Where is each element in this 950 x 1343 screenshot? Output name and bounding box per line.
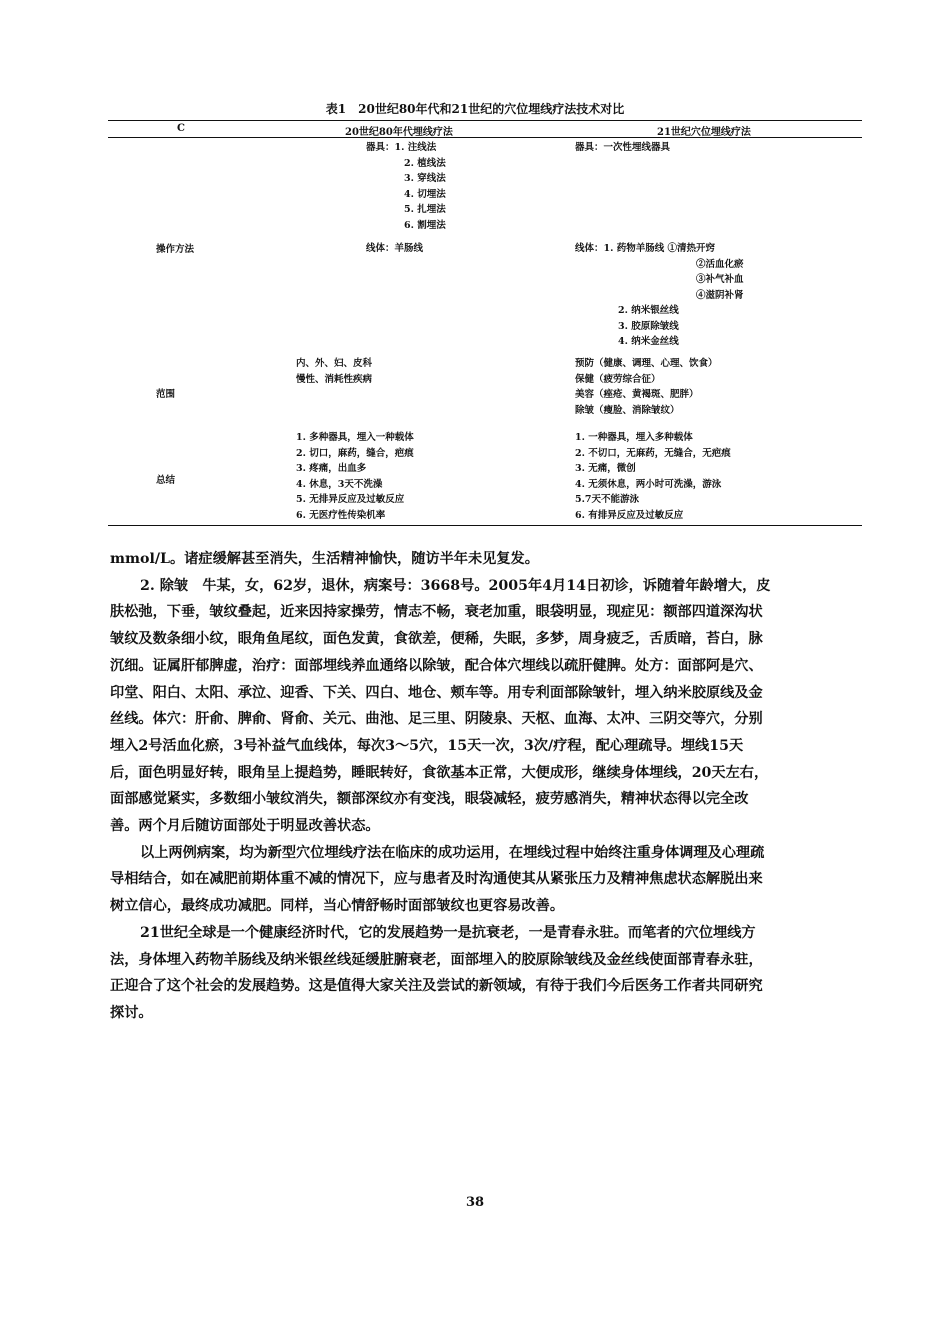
table-title: 表1 20世纪80年代和21世纪的穴位埋线疗法技术对比 xyxy=(325,102,625,116)
text-line: 2. 除皱 牛某，女，62岁，退休，病案号：3668号。2005年4月14日初诊，诉随着年龄增大，皮 xyxy=(140,577,771,594)
cell-line: 慢性、消耗性疾病 xyxy=(296,373,373,385)
text-line: 皱纹及数条细小纹，眼角鱼尾纹，面色发黄，食欲差，便稀，失眠，多梦，周身疲乏，舌质暗，苔白，脉 xyxy=(110,631,763,648)
text-line: 21世纪全球是一个健康经济时代，它的发展趋势一是抗衰老，一是青春永驻。而笔者的穴位埋线方 xyxy=(140,924,756,941)
text-line: 树立信心，最终成功减肥。同样，当心情舒畅时面部皱纹也更容易改善。 xyxy=(110,898,565,915)
body-text xyxy=(110,546,866,1027)
table-bottom-rule xyxy=(108,525,862,526)
text-line: 善。两个月后随访面部处于明显改善状态。 xyxy=(110,818,380,835)
cell-line: 2. 不切口，无麻药，无缝合，无疤痕 xyxy=(575,447,731,459)
text-line: 肤松弛，下垂，皱纹叠起，近来因持家操劳，情志不畅，衰老加重，眼袋明显，现症见：额部四道深沟状 xyxy=(110,604,763,621)
cell-line: 预防（健康、调理、心理、饮食） xyxy=(575,358,718,369)
text-line: 导相结合，如在减肥前期体重不减的情况下，应与患者及时沟通使其从紧张压力及精神焦虑状态解脱出来 xyxy=(110,871,763,888)
text-line: 埋入2号活血化瘀，3号补益气血线体，每次3～5穴，15天一次，3次/疗程，配心理疏导。埋线15天 xyxy=(110,737,744,754)
text-line: 正迎合了这个社会的发展趋势。这是值得大家关注及尝试的新领域，有待于我们今后医务工作者共同研究 xyxy=(110,978,763,995)
text-line: 印堂、阳白、太阳、承泣、迎香、下关、四白、地仓、颊车等。用专利面部除皱针，埋入纳米胶原线及金 xyxy=(110,684,763,701)
text-line: 以上两例病案，均为新型穴位埋线疗法在临床的成功运用，在埋线过程中始终注重身体调理及心理疏 xyxy=(140,844,765,861)
cell-summary-21st xyxy=(575,430,731,523)
paragraph-summary xyxy=(110,840,866,920)
paragraph-case-wrinkle xyxy=(110,573,866,840)
cell-line: 线体：1. 药物羊肠线 ①清热开窍 xyxy=(575,243,716,254)
cell-line: 2. 切口，麻药，缝合，疤痕 xyxy=(296,447,414,459)
row-label-summary: 总结 xyxy=(156,475,176,486)
cell-line: 5. 扎埋法 xyxy=(404,204,446,215)
cell-line: 4. 切埋法 xyxy=(404,188,446,200)
cell-line: 6. 无医疗性传染机率 xyxy=(296,509,386,521)
cell-line: 内、外、妇、皮科 xyxy=(296,358,373,369)
table-top-rule xyxy=(108,120,862,121)
cell-operation-thread-1980s: 线体：羊肠线 xyxy=(366,243,424,254)
table-header-21st: 21世纪穴位埋线疗法 xyxy=(657,127,751,138)
cell-line: 3. 无痛，微创 xyxy=(575,463,636,474)
paragraph-conclusion xyxy=(110,920,866,1027)
cell-line: 3. 胶原除皱线 xyxy=(618,320,679,332)
cell-line: 2. 纳米银丝线 xyxy=(618,305,679,316)
cell-line: 6. 有排异反应及过敏反应 xyxy=(575,509,684,521)
cell-line: 6. 割埋法 xyxy=(404,219,446,231)
text-line: 面部感觉紧实，多数细小皱纹消失，额部深纹亦有变浅，眼袋减轻，疲劳感消失，精神状态得以完全改 xyxy=(110,791,749,808)
cell-operation-tools-1980s xyxy=(366,140,446,233)
row-label-operation: 操作方法 xyxy=(156,244,195,255)
table-header-c: C xyxy=(177,123,185,134)
page-number: 38 xyxy=(465,1195,485,1210)
cell-line: 3. 穿线法 xyxy=(404,173,446,184)
cell-line: ③补气补血 xyxy=(696,274,744,285)
cell-line: 4. 无须休息，两小时可洗澡，游泳 xyxy=(575,478,722,490)
cell-scope-21st xyxy=(575,356,718,418)
cell-line: ④滋阴补肾 xyxy=(696,289,744,301)
cell-scope-1980s xyxy=(296,356,372,387)
text-line: 后，面色明显好转，眼角呈上提趋势，睡眠转好，食欲基本正常，大便成形，继续身体埋线，20天左右， xyxy=(110,764,769,781)
cell-line: 1. 一种器具，埋入多种载体 xyxy=(575,432,693,443)
paragraph-continuation: mmol/L。诸症缓解甚至消失，生活精神愉快，随访半年未见复发。 xyxy=(110,551,539,567)
cell-summary-1980s xyxy=(296,430,414,523)
cell-line: ②活血化瘀 xyxy=(696,258,744,270)
cell-line: 4. 纳米金丝线 xyxy=(618,336,679,347)
cell-line: 3. 疼痛，出血多 xyxy=(296,463,367,474)
cell-line: 美容（痤疮、黄褐斑、肥胖） xyxy=(575,389,699,400)
cell-line: 4. 休息，3天不洗澡 xyxy=(296,478,383,490)
text-line: 沉细。证属肝郁脾虚，治疗：面部埋线养血通络以除皱，配合体穴埋线以疏肝健脾。处方：面部阿是穴、 xyxy=(110,657,763,674)
cell-operation-thread-21st xyxy=(575,241,744,350)
cell-line: 5. 无排异反应及过敏反应 xyxy=(296,494,405,505)
cell-line: 1. 多种器具，埋入一种载体 xyxy=(296,432,414,443)
table-header-1980s: 20世纪80年代埋线疗法 xyxy=(345,127,453,138)
text-line: 丝线。体穴：肝俞、脾俞、肾俞、关元、曲池、足三里、阴陵泉、天枢、血海、太冲、三阴交等穴，分别 xyxy=(110,711,763,728)
cell-line: 器具：1. 注线法 xyxy=(366,142,437,153)
cell-line: 5.7天不能游泳 xyxy=(575,494,640,505)
row-label-scope: 范围 xyxy=(156,389,176,400)
text-line: 探讨。 xyxy=(110,1004,153,1021)
cell-line: 2. 植线法 xyxy=(404,157,446,169)
cell-line: 保健（疲劳综合征） xyxy=(575,373,661,385)
cell-line: 除皱（瘦脸、消除皱纹） xyxy=(575,404,680,416)
cell-operation-tools-21st: 器具：一次性埋线器具 xyxy=(575,142,671,153)
text-line: 法，身体埋入药物羊肠线及纳米银丝线延缓脏腑衰老，面部埋入的胶原除皱线及金丝线使面部青春永驻， xyxy=(110,951,763,968)
